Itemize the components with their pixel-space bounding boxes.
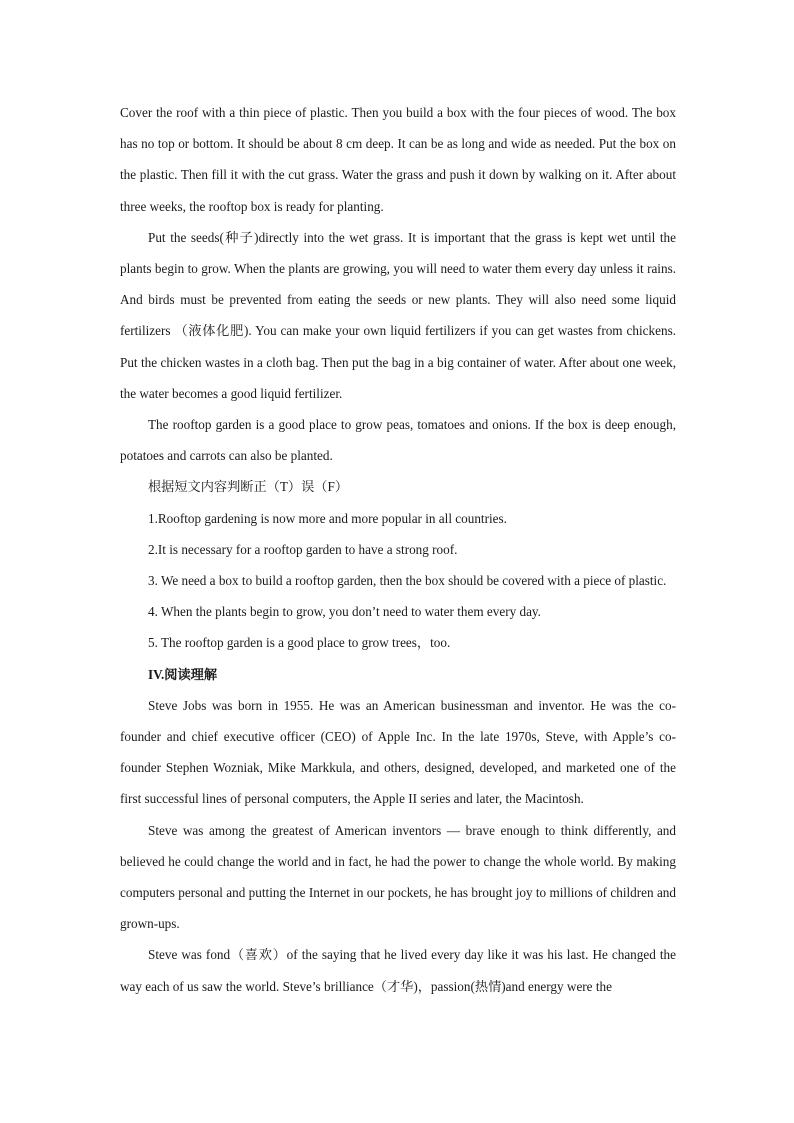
exercise-item-5: 5. The rooftop garden is a good place to grow trees，too. [148, 635, 451, 651]
exercise-item-4: 4. When the plants begin to grow, you don’t need to water them every day. [148, 604, 541, 620]
passage1-paragraph-3: The rooftop garden is a good place to grow peas, tomatoes and onions. If the box is deep enough, potatoes and carrots can also be planted. [120, 417, 676, 464]
exercise-instruction: 根据短文内容判断正（T）误（F） [148, 479, 349, 495]
passage1-paragraph-2: Put the seeds(种子)directly into the wet grass. It is important that the grass is kept wet until the plants begin to grow. When the plants are growing, you will need to water them every day unless it rains. And birds must be prevented from eating the seeds or new plants. They will also need some liquid fertilizers （液体化肥). You can make your own liquid fertilizers if you can get wastes from chickens. Put the chicken wastes in a cloth bag. Then put the bag in a big container of water. After about one week, the water becomes a good liquid fertilizer. [120, 229, 676, 401]
page-content [120, 97, 676, 1002]
section4-paragraph-2: Steve was among the greatest of American inventors — brave enough to think differently, and believed he could change the world and in fact, he had the power to change the whole world. By making computers personal and putting the Internet in our pockets, he has brought joy to millions of children and grown-ups. [120, 822, 676, 932]
exercise-item-1: 1.Rooftop gardening is now more and more popular in all countries. [148, 510, 507, 526]
exercise-item-2: 2.It is necessary for a rooftop garden to have a strong roof. [148, 541, 458, 557]
exercise-item-3: 3. We need a box to build a rooftop garden, then the box should be covered with a piece of plastic. [148, 573, 667, 589]
section4-paragraph-3: Steve was fond（喜欢）of the saying that he lived every day like it was his last. He changed the way each of us saw the world. Steve’s brilliance（才华)，passion(热情)and energy were the [120, 947, 676, 994]
passage1-paragraph-1: Cover the roof with a thin piece of plastic. Then you build a box with the four pieces of wood. The box has no top or bottom. It should be about 8 cm deep. It can be as long and wide as needed. Put the box on the plastic. Then fill it with the cut grass. Water the grass and push it down by walking on it. After about three weeks, the rooftop box is ready for planting. [120, 105, 676, 214]
section4-paragraph-1: Steve Jobs was born in 1955. He was an American businessman and inventor. He was the co-founder and chief executive officer (CEO) of Apple Inc. In the late 1970s, Steve, with Apple’s co-founder Stephen Wozniak, Mike Markkula, and others, designed, developed, and marketed one of the first successful lines of personal computers, the Apple II series and later, the Macintosh. [120, 697, 676, 807]
section-heading-reading: IV.阅读理解 [148, 666, 218, 682]
